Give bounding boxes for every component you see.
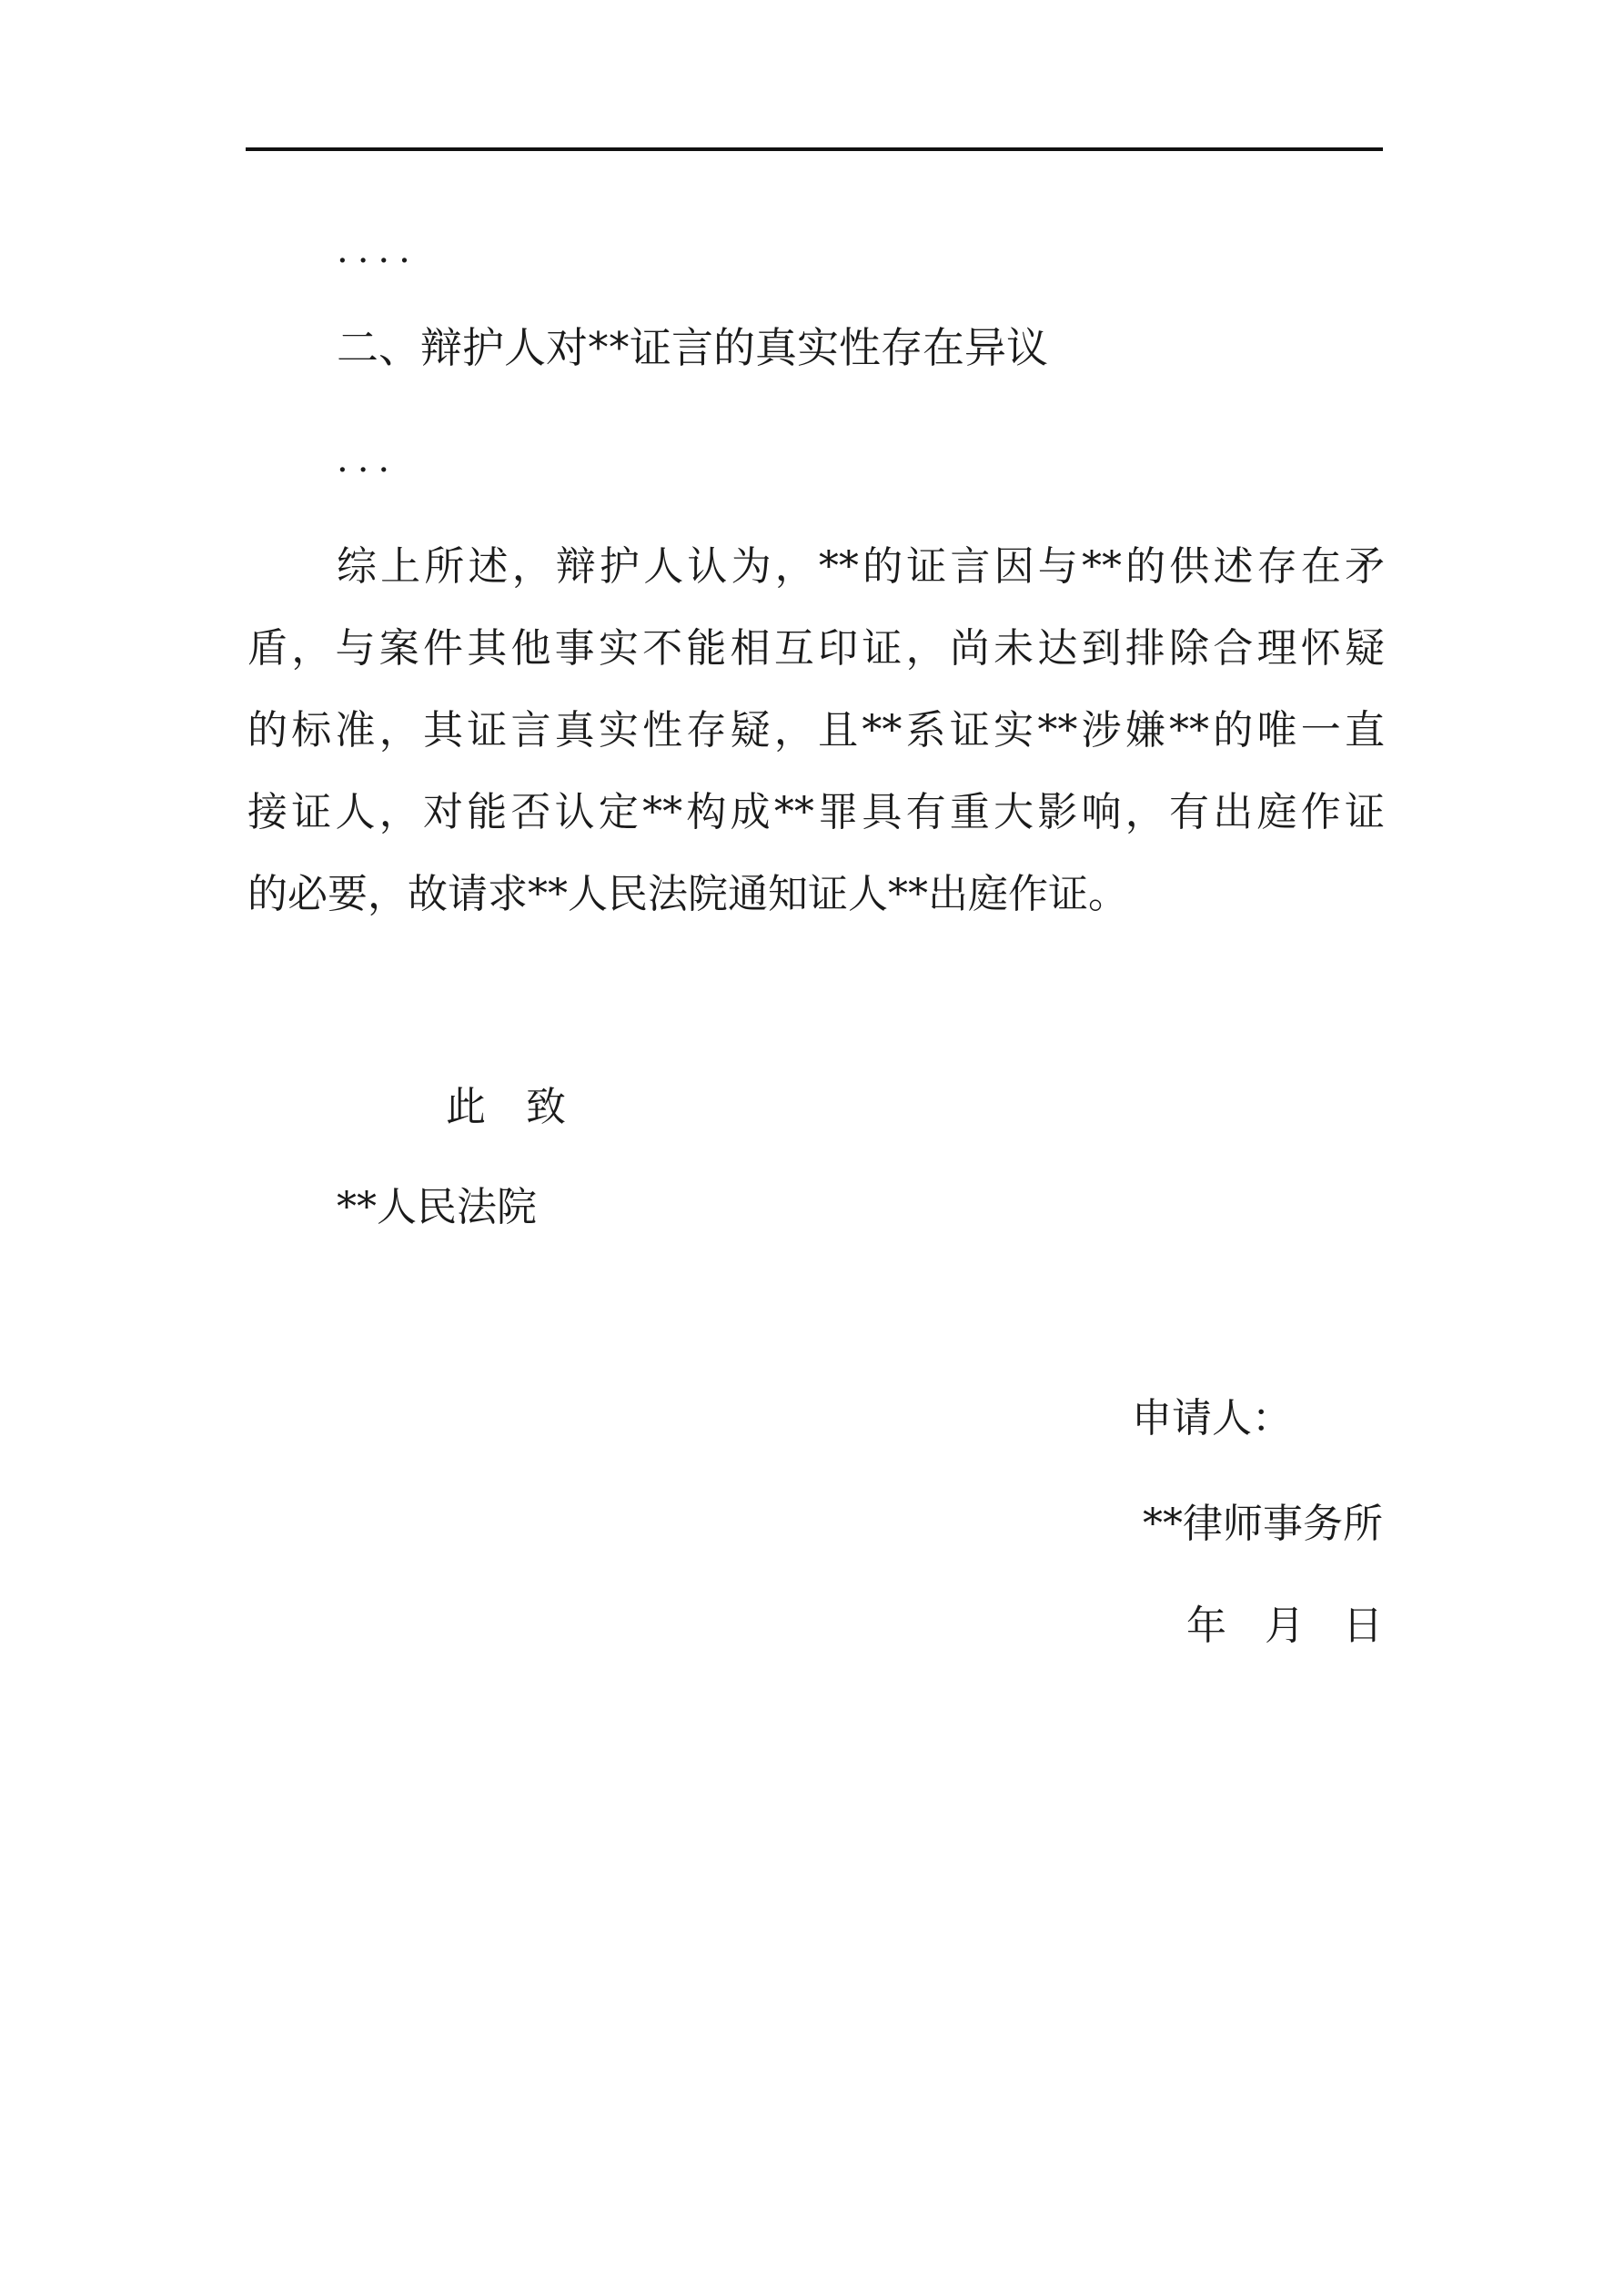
summary-line: 接证人，对能否认定**构成**罪具有重大影响，有出庭作证 (247, 789, 1385, 835)
recipient-court: **人民法院 (337, 1184, 537, 1230)
ellipsis-middle: ... (337, 439, 399, 480)
law-firm-name: **律师事务所 (1143, 1501, 1383, 1547)
section-heading: 二、辩护人对**证言的真实性存在异议 (337, 323, 1048, 372)
header-rule (246, 147, 1383, 151)
summary-line: 的必要，故请求**人民法院通知证人**出庭作证。 (247, 871, 1128, 917)
summary-line: 盾，与案件其他事实不能相互印证，尚未达到排除合理怀疑 (247, 625, 1385, 672)
summary-line: 综上所述，辩护人认为，**的证言因与**的供述存在矛 (337, 543, 1385, 590)
summary-line: 的标准，其证言真实性存疑，且**系证实**涉嫌**的唯一直 (247, 707, 1385, 754)
signature-date: 年 月 日 (1186, 1603, 1383, 1649)
salutation: 此致 (446, 1084, 606, 1130)
applicant-label: 申请人： (1132, 1395, 1292, 1441)
ellipsis-top: .... (337, 229, 419, 271)
summary-paragraph (247, 526, 1385, 936)
